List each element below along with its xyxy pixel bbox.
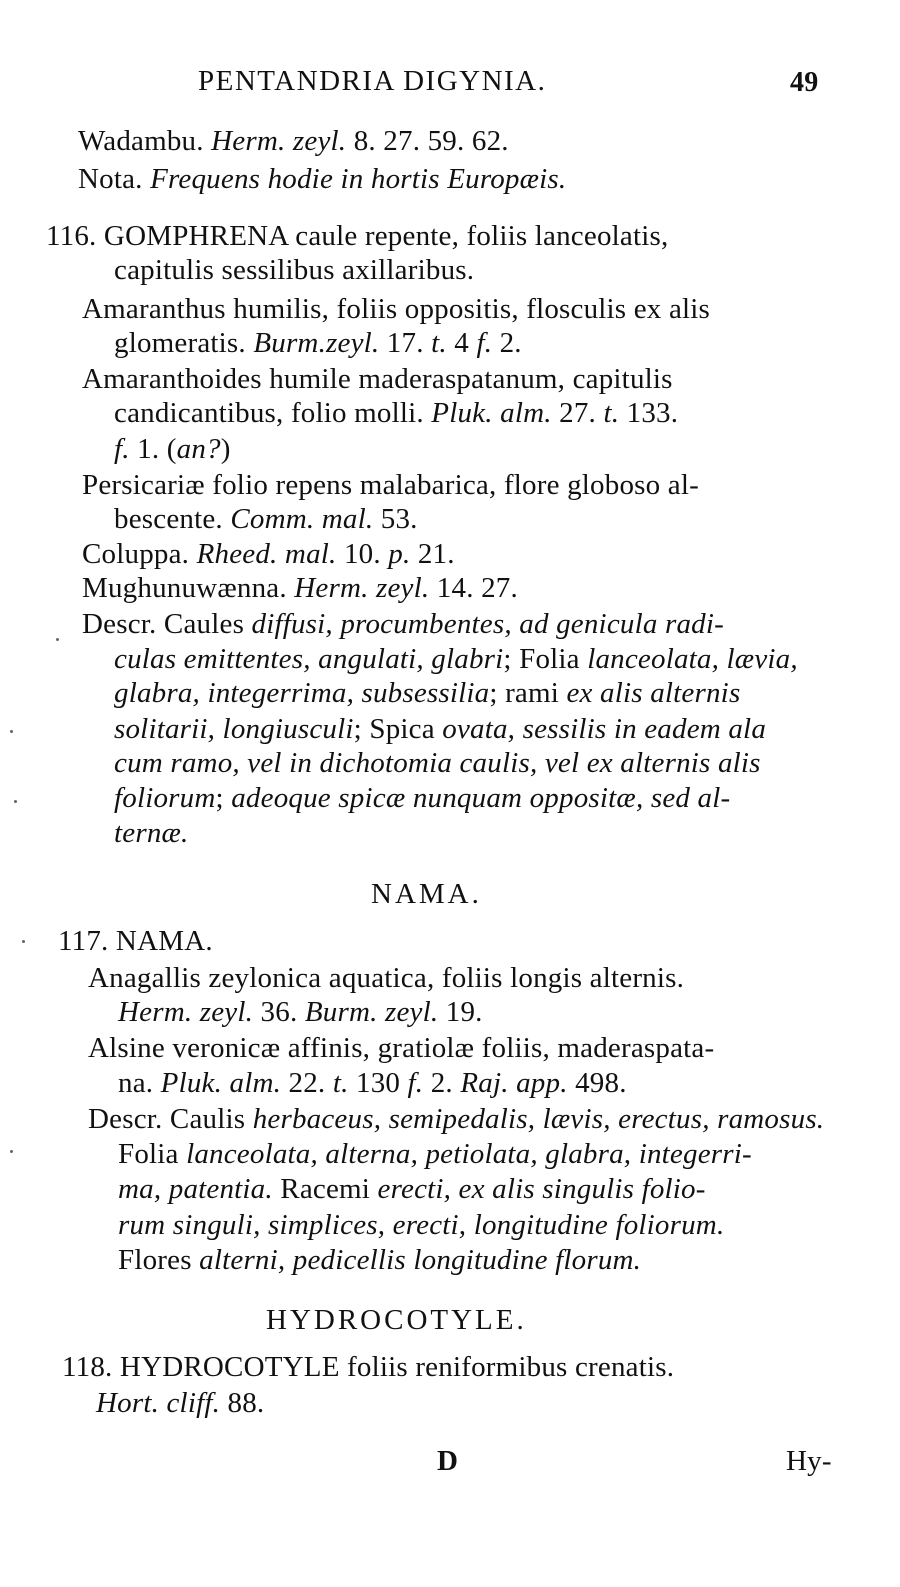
italic-text: Herm. zeyl. [118, 996, 254, 1028]
entry-line [96, 1386, 264, 1420]
synonym-line [88, 961, 684, 995]
roman-text: glomeratis. [114, 327, 254, 359]
page-number: 49 [790, 67, 819, 98]
roman-text: 88. [220, 1387, 265, 1419]
italic-text: Hort. cliff. [96, 1387, 221, 1419]
species-entry-116 [46, 219, 668, 253]
italic-text: foliorum [114, 782, 216, 814]
entry-line [114, 432, 231, 466]
roman-text: ) [220, 433, 231, 465]
roman-text: Amaranthoides humile maderaspatanum, capitulis [82, 363, 673, 395]
running-head: PENTANDRIA DIGYNIA. [198, 65, 547, 97]
paper-speck [22, 940, 25, 943]
roman-text: ; Spica [353, 713, 443, 745]
italic-text: Raj. app. [460, 1067, 568, 1099]
roman-text: Persicariæ folio repens malabarica, flore globoso al- [82, 469, 699, 501]
entry-line [114, 253, 474, 287]
description-line [118, 1208, 724, 1242]
description-line [118, 1243, 641, 1277]
italic-text: Burm.zeyl. [253, 327, 380, 359]
entry-line [114, 396, 678, 430]
italic-text: erecti, ex alis singulis folio- [377, 1173, 706, 1205]
roman-text: 21. [410, 538, 455, 570]
catchword: Hy- [786, 1445, 832, 1477]
roman-text: 2. [492, 327, 522, 359]
roman-text: 53. [373, 503, 418, 535]
italic-text: f. [114, 433, 130, 465]
synonym-line [88, 1031, 714, 1065]
description-line [82, 607, 724, 641]
italic-text: t. [603, 397, 620, 429]
synonym-line [82, 571, 518, 605]
italic-text: t. [431, 327, 447, 359]
italic-text: diffusi, procumbentes, ad genicula radi- [251, 608, 724, 640]
italic-text: f. [476, 327, 493, 359]
italic-text: ovata, sessilis in eadem ala [442, 713, 767, 745]
description-line [118, 1172, 706, 1206]
entry-line [114, 326, 522, 360]
roman-text: capitulis sessilibus axillaribus. [114, 254, 475, 286]
description-line [88, 1102, 824, 1136]
genus-heading-hydrocotyle: HYDROCOTYLE. [266, 1304, 527, 1336]
roman-text: 14. 27. [429, 572, 518, 604]
roman-text: 118. HYDROCOTYLE foliis reniformibus crenatis. [62, 1351, 675, 1383]
italic-text: ternæ. [114, 817, 189, 849]
roman-text: Descr. Caules [82, 608, 252, 640]
description-line [118, 1137, 752, 1171]
italic-text: p. [388, 538, 411, 570]
italic-text: lanceolata, alterna, petiolata, glabra, integerri- [186, 1138, 752, 1170]
roman-text: ; [215, 782, 232, 814]
synonym-line [82, 292, 710, 326]
entry-line [118, 1066, 627, 1100]
description-line [114, 781, 730, 815]
genus-heading-nama: NAMA. [371, 878, 482, 910]
italic-text: culas emittentes, angulati, glabri [114, 643, 504, 675]
roman-text: 133. [619, 397, 679, 429]
roman-text: 4 [446, 327, 477, 359]
italic-text: cum ramo, vel in dichotomia caulis, vel ex alternis alis [114, 747, 761, 779]
description-line [114, 816, 189, 850]
paper-speck [56, 638, 59, 641]
roman-text: ; rami [489, 677, 567, 709]
signature-mark: D [437, 1445, 459, 1477]
italic-text: ma, patentia. [118, 1173, 273, 1205]
italic-text: t. [332, 1067, 349, 1099]
roman-text: candicantibus, folio molli. [114, 397, 432, 429]
roman-text: 116. GOMPHRENA caule repente, foliis lanceolatis, [46, 220, 669, 252]
description-line [114, 642, 798, 676]
italic-text: solitarii, longiusculi [114, 713, 354, 745]
roman-text: Amaranthus humilis, foliis oppositis, flosculis ex alis [82, 293, 711, 325]
roman-text: 19. [438, 996, 483, 1028]
paper-speck [10, 1150, 13, 1153]
paper-speck [10, 730, 13, 733]
italic-text: Rheed. mal. [196, 538, 337, 570]
roman-text: 2. [423, 1067, 461, 1099]
roman-text: 117. NAMA. [58, 925, 213, 957]
synonym-line [82, 362, 673, 396]
roman-text: Nota. [78, 163, 151, 195]
italic-text: herbaceus, semipedalis, lævis, erectus, ramosus. [252, 1103, 825, 1135]
entry-line [114, 502, 418, 536]
paper-speck [14, 800, 17, 803]
description-line [114, 676, 740, 710]
italic-text: adeoque spicæ nunquam oppositæ, sed al- [231, 782, 731, 814]
roman-text: Anagallis zeylonica aquatica, foliis longis alternis. [88, 962, 685, 994]
synonym-line [78, 124, 509, 158]
roman-text: Racemi [272, 1173, 378, 1205]
italic-text: Pluk. alm. [160, 1067, 282, 1099]
italic-text: Herm. zeyl. [294, 572, 430, 604]
note-line [78, 162, 566, 196]
roman-text: Descr. Caulis [88, 1103, 253, 1135]
italic-text: alterni, pedicellis longitudine florum. [199, 1244, 642, 1276]
roman-text: Coluppa. [82, 538, 197, 570]
roman-text: 36. [253, 996, 305, 1028]
italic-text: Frequens hodie in hortis Europæis. [150, 163, 567, 195]
species-entry-118 [62, 1350, 674, 1384]
roman-text: 498. [567, 1067, 627, 1099]
roman-text: bescente. [114, 503, 231, 535]
species-entry-117 [58, 924, 213, 958]
synonym-line [82, 468, 699, 502]
italic-text: Herm. zeyl. [211, 125, 347, 157]
italic-text: ex alis alternis [566, 677, 741, 709]
roman-text: ; Folia [503, 643, 588, 675]
roman-text: 130 [348, 1067, 408, 1099]
entry-line [118, 995, 483, 1029]
roman-text: 17. [379, 327, 432, 359]
italic-text: Pluk. alm. [431, 397, 552, 429]
italic-text: Comm. mal. [230, 503, 374, 535]
italic-text: lanceolata, lævia, [587, 643, 798, 675]
italic-text: f. [407, 1067, 424, 1099]
roman-text: Mughunuwænna. [82, 572, 295, 604]
roman-text: Folia [118, 1138, 187, 1170]
roman-text: 22. [281, 1067, 333, 1099]
description-line [114, 746, 761, 780]
italic-text: an? [176, 433, 221, 465]
roman-text: 1. ( [129, 433, 177, 465]
italic-text: Burm. zeyl. [304, 996, 439, 1028]
roman-text: 8. 27. 59. 62. [346, 125, 509, 157]
roman-text: Alsine veronicæ affinis, gratiolæ foliis, maderaspata- [88, 1032, 715, 1064]
roman-text: Flores [118, 1244, 200, 1276]
italic-text: rum singuli, simplices, erecti, longitudine foliorum. [118, 1209, 725, 1241]
roman-text: na. [118, 1067, 161, 1099]
roman-text: Wadambu. [78, 125, 212, 157]
roman-text: 27. [551, 397, 604, 429]
roman-text: 10. [336, 538, 389, 570]
synonym-line [82, 537, 455, 571]
description-line [114, 712, 766, 746]
italic-text: glabra, integerrima, subsessilia [114, 677, 490, 709]
